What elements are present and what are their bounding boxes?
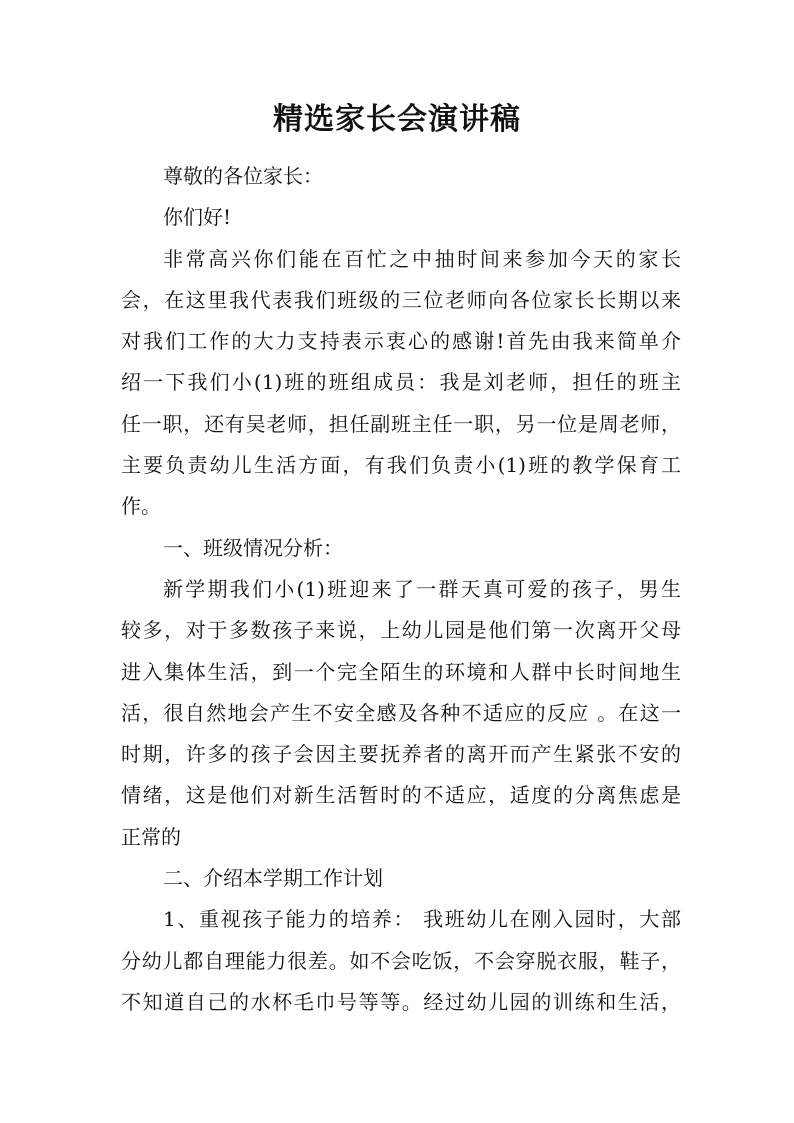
paragraph-line: 情绪，这是他们对新生活暂时的不适应，适度的分离焦虑是 [121, 783, 681, 808]
paragraph-line: 非常高兴你们能在百忙之中抽时间来参加今天的家长 [163, 246, 681, 271]
paragraph-line: 分幼儿都自理能力很差。如不会吃饭，不会穿脱衣服，鞋子， [121, 948, 681, 973]
paragraph-line: 活，很自然地会产生不安全感及各种不适应的反应 。在这一 [121, 700, 681, 725]
paragraph-line: 任一职，还有吴老师，担任副班主任一职，另一位是周老师， [121, 411, 681, 436]
paragraph-line: 作。 [121, 494, 161, 519]
document-title: 精选家长会演讲稿 [273, 102, 521, 137]
paragraph-line: 不知道自己的水杯毛巾号等等。经过幼儿园的训练和生活， [121, 989, 681, 1014]
paragraph-line: 进入集体生活，到一个完全陌生的环境和人群中长时间地生 [121, 659, 681, 684]
paragraph-line: 新学期我们小(1)班迎来了一群天真可爱的孩子，男生 [163, 576, 681, 601]
paragraph-line: 绍一下我们小(1)班的班组成员：我是刘老师，担任的班主 [121, 370, 681, 395]
salutation-line: 尊敬的各位家长： [163, 164, 323, 188]
paragraph-line: 时期，许多的孩子会因主要抚养者的离开而产生紧张不安的 [121, 742, 681, 767]
paragraph-line: 会，在这里我代表我们班级的三位老师向各位家长长期以来 [121, 287, 681, 312]
paragraph-line: 对我们工作的大力支持表示衷心的感谢!首先由我来简单介 [121, 329, 681, 354]
paragraph-line: 较多，对于多数孩子来说，上幼儿园是他们第一次离开父母 [121, 618, 681, 643]
document-body [121, 156, 681, 1023]
paragraph-line: 正常的 [121, 824, 181, 849]
section-heading: 一、班级情况分析： [163, 535, 343, 560]
paragraph-line: 1、重视孩子能力的培养： 我班幼儿在刚入园时，大部 [163, 907, 681, 932]
paragraph-line: 主要负责幼儿生活方面，有我们负责小(1)班的教学保育工 [121, 453, 681, 478]
greeting-line: 你们好! [163, 205, 232, 230]
section-heading: 二、介绍本学期工作计划 [163, 866, 383, 891]
